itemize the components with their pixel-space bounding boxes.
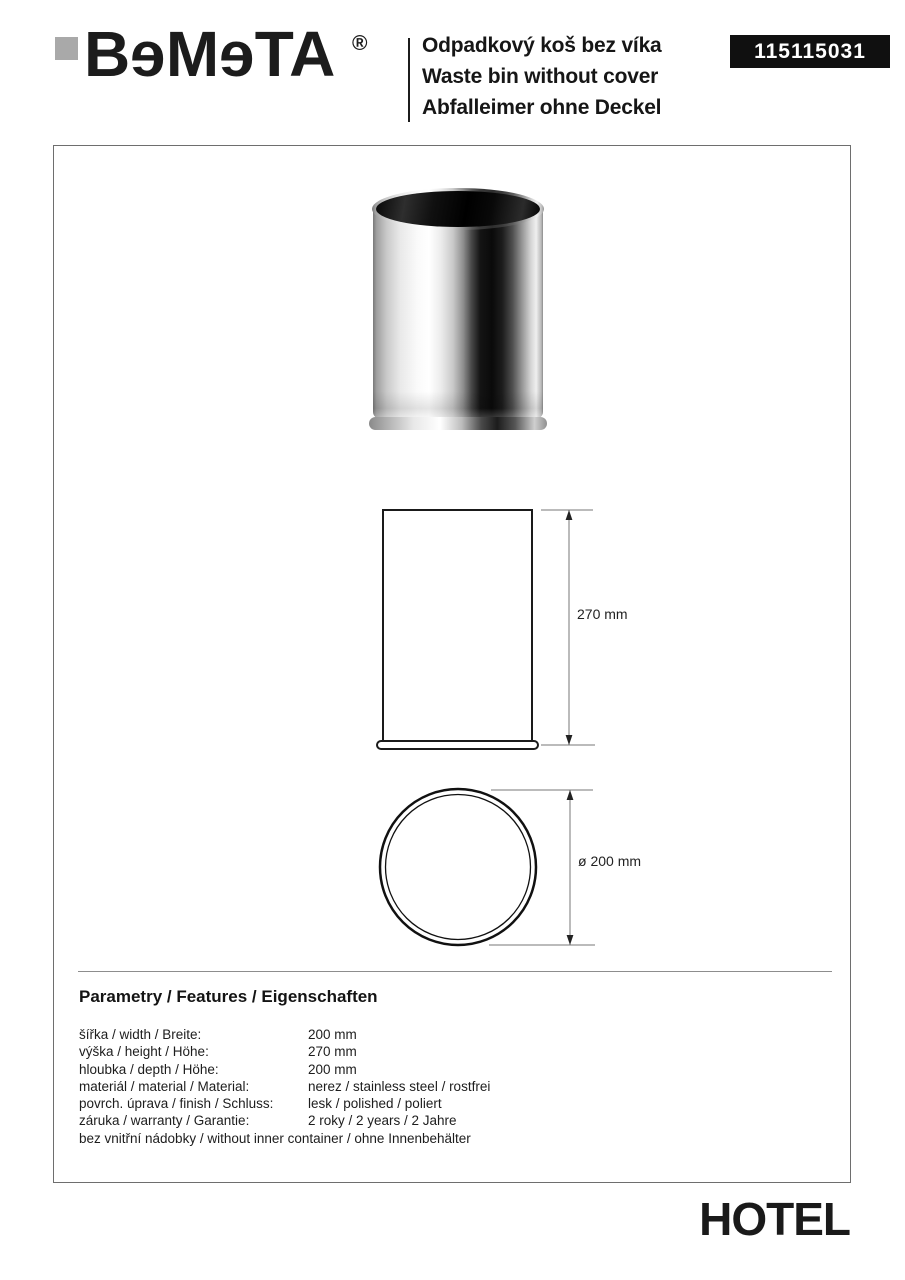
spec-label: záruka / warranty / Garantie: <box>79 1113 250 1129</box>
spec-label: šířka / width / Breite: <box>79 1027 202 1042</box>
registered-trademark-icon: ® <box>352 32 368 55</box>
product-code-badge: 115115031 <box>730 35 890 68</box>
logo-letter: T <box>254 18 290 90</box>
spec-row-depth <box>79 1061 819 1078</box>
bin-opening <box>376 191 540 227</box>
spec-value: 2 roky / 2 years / 2 Jahre <box>308 1113 457 1129</box>
front-view-drawing <box>369 503 661 758</box>
content-frame <box>53 145 851 1183</box>
logo-letter: A <box>289 18 336 90</box>
header-divider <box>408 38 410 122</box>
spec-row-material <box>79 1078 819 1095</box>
spec-row-warranty <box>79 1112 819 1129</box>
logo-square-icon <box>55 37 78 60</box>
spec-value: 200 mm <box>308 1027 357 1042</box>
logo-letter: e <box>130 18 166 90</box>
spec-value: 200 mm <box>308 1061 357 1077</box>
product-photo <box>372 188 544 436</box>
section-divider <box>78 971 832 972</box>
spec-row-height <box>79 1043 819 1060</box>
collection-label: HOTEL <box>699 1193 850 1245</box>
logo-letter: e <box>219 18 255 90</box>
spec-value: lesk / polished / poliert <box>308 1096 442 1112</box>
spec-value: nerez / stainless steel / rostfrei <box>308 1078 491 1094</box>
parameters-heading: Parametry / Features / Eigenschaften <box>79 987 378 1006</box>
spec-row-width <box>79 1026 819 1043</box>
spec-value: 270 mm <box>308 1044 357 1060</box>
spec-label: povrch. úprava / finish / Schluss: <box>79 1096 274 1112</box>
logo-letter: M <box>165 18 220 90</box>
brand-logo <box>84 18 336 90</box>
spec-label: hloubka / depth / Höhe: <box>79 1061 219 1077</box>
bin-body <box>373 209 543 421</box>
product-title-cs: Odpadkový koš bez víka <box>422 34 662 57</box>
spec-row-finish <box>79 1095 819 1112</box>
spec-label: výška / height / Höhe: <box>79 1044 209 1060</box>
product-title-en: Waste bin without cover <box>422 65 659 88</box>
product-titles <box>422 30 662 123</box>
height-dimension-label: 270 mm <box>577 606 628 622</box>
spec-row-inner-container <box>79 1130 819 1147</box>
spec-label: bez vnitřní nádobky / without inner container / ohne Innenbehälter <box>79 1130 471 1146</box>
bin-base <box>369 417 547 430</box>
parameters-table <box>79 1026 819 1147</box>
diameter-dimension-label: ø 200 mm <box>578 853 642 869</box>
logo-letter: B <box>84 18 131 90</box>
spec-label: materiál / material / Material: <box>79 1078 250 1094</box>
product-title-de: Abfalleimer ohne Deckel <box>422 96 662 119</box>
